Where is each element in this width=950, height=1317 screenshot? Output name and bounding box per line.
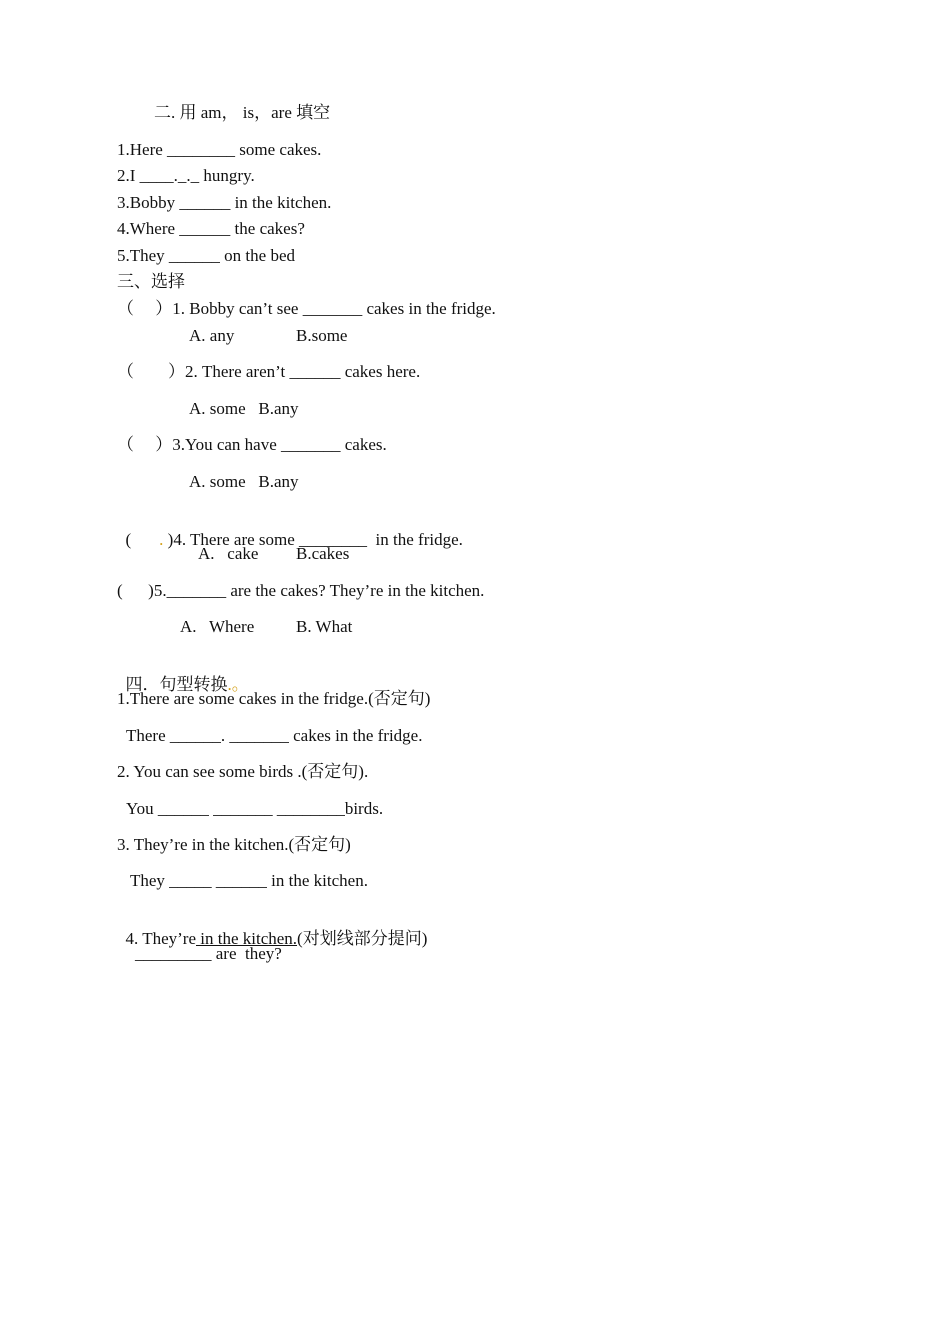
q4-stem-text: )4. There are some ________ in the fridge.	[163, 530, 463, 549]
transform-answer-3: They _____ ______ in the kitchen.	[130, 871, 368, 890]
transform-answer-2: You ______ _______ ________birds.	[126, 799, 384, 818]
q4-prefix: 4. They’re	[125, 929, 196, 948]
choice-q2-options: A. some B.any	[189, 399, 299, 418]
choice-q4-option-a: A. cake	[198, 544, 259, 563]
q4-dot-mark: .	[159, 530, 164, 549]
choice-q1-option-b: B.some	[296, 326, 348, 345]
choice-question-2: （ ）2. There aren’t ______ cakes here.	[117, 362, 421, 381]
choice-q1-option-a: A. any	[189, 326, 235, 345]
fill-blank-item-5: 5.They ______ on the bed	[117, 246, 295, 265]
transform-question-1: 1.There are some cakes in the fridge.(否定句)	[117, 689, 431, 708]
section-3-heading: 三、选择	[117, 272, 185, 291]
transform-answer-1: There ______. _______ cakes in the fridge.	[126, 726, 423, 745]
choice-q5-option-a: A. Where	[180, 617, 255, 636]
fill-blank-item-4: 4.Where ______ the cakes?	[117, 219, 305, 238]
heading-dot-marks: .。	[227, 675, 249, 694]
choice-q3-options: A. some B.any	[189, 472, 299, 491]
q4-instruction: (对划线部分提问)	[297, 929, 428, 948]
q4-open-paren: (	[125, 530, 132, 549]
fill-blank-item-3: 3.Bobby ______ in the kitchen.	[117, 193, 332, 212]
fill-blank-item-1: 1.Here ________ some cakes.	[117, 140, 322, 159]
choice-question-4	[117, 507, 463, 551]
choice-question-5: ( )5._______ are the cakes? They’re in the kitchen.	[117, 581, 485, 600]
transform-answer-4: _________ are they?	[135, 944, 282, 963]
choice-q4-option-b: B.cakes	[296, 544, 350, 563]
fill-blank-item-2: 2.I ____._._ hungry.	[117, 166, 255, 185]
q4-underlined-phrase: in the kitchen.	[196, 929, 298, 948]
choice-question-1: （ ）1. Bobby can’t see _______ cakes in the fridge.	[117, 299, 496, 318]
choice-q5-option-b: B. What	[296, 617, 353, 636]
transform-question-2: 2. You can see some birds .(否定句).	[117, 762, 369, 781]
section-2-heading: 二. 用 am， is，are 填空	[154, 103, 331, 122]
transform-question-3: 3. They’re in the kitchen.(否定句)	[117, 835, 351, 854]
choice-question-3: （ ）3.You can have _______ cakes.	[117, 435, 387, 454]
section-4-heading-text: 四．句型转换	[125, 675, 228, 694]
